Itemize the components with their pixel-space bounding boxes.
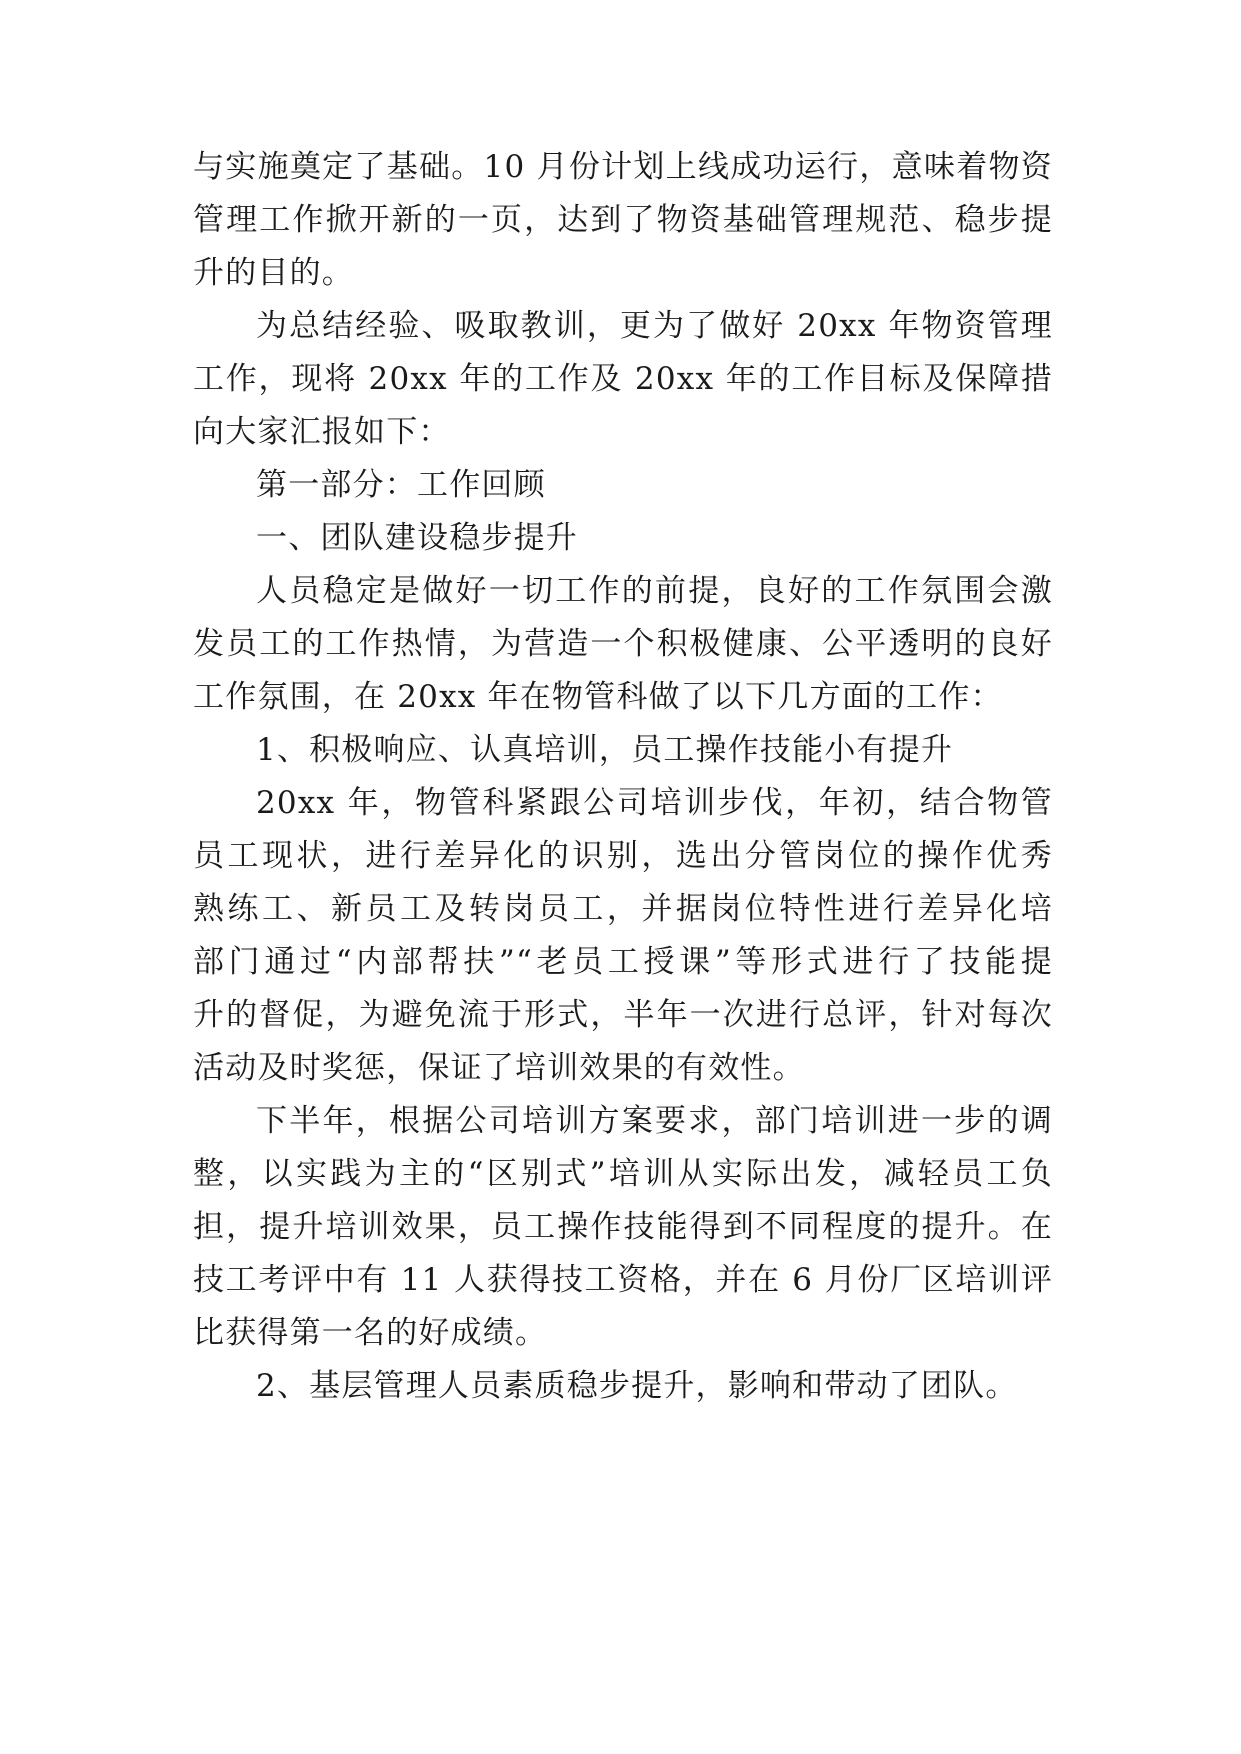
paragraph-first-line: 下半年，根据公司培训方案要求，部门培训进一步的调 [256,1103,1053,1139]
body-line: 向大家汇报如下： [193,414,451,450]
body-line: 活动及时奖惩，保证了培训效果的有效性。 [193,1050,805,1086]
body-line: 技工考评中有 11 人获得技工资格，并在 6 月份厂区培训评 [193,1262,1053,1298]
subsection-heading: 一、团队建设稳步提升 [256,520,578,556]
body-line: 工作氛围，在 20xx 年在物管科做了以下几方面的工作： [193,679,1003,715]
body-line: 担，提升培训效果，员工操作技能得到不同程度的提升。在 [193,1209,1053,1245]
body-line: 员工现状，进行差异化的识别，选出分管岗位的操作优秀 [193,838,1053,874]
paragraph-first-line: 为总结经验、吸取教训，更为了做好 20xx 年物资管理 [256,308,1053,344]
item-heading: 2、基层管理人员素质稳步提升，影响和带动了团队。 [256,1368,1018,1404]
body-line: 管理工作掀开新的一页，达到了物资基础管理规范、稳步提 [193,202,1053,238]
body-line: 整，以实践为主的“区别式”培训从实际出发，减轻员工负 [193,1156,1053,1192]
body-line: 部门通过“内部帮扶”“老员工授课”等形式进行了技能提 [193,944,1053,980]
paragraph-first-line: 20xx 年，物管科紧跟公司培训步伐，年初，结合物管 [256,785,1053,821]
body-line: 升的目的。 [193,255,354,291]
body-line: 发员工的工作热情，为营造一个积极健康、公平透明的良好 [193,626,1053,662]
body-line: 工作，现将 20xx 年的工作及 20xx 年的工作目标及保障措 [193,361,1053,397]
body-line: 比获得第一名的好成绩。 [193,1315,548,1351]
item-heading: 1、积极响应、认真培训，员工操作技能小有提升 [256,732,954,768]
body-line: 与实施奠定了基础。10 月份计划上线成功运行，意味着物资 [193,149,1053,185]
body-line: 熟练工、新员工及转岗员工，并据岗位特性进行差异化培 [193,891,1053,927]
paragraph-first-line: 人员稳定是做好一切工作的前提，良好的工作氛围会激 [256,573,1053,609]
section-heading: 第一部分：工作回顾 [256,467,546,503]
body-line: 升的督促，为避免流于形式，半年一次进行总评，针对每次 [193,997,1053,1033]
